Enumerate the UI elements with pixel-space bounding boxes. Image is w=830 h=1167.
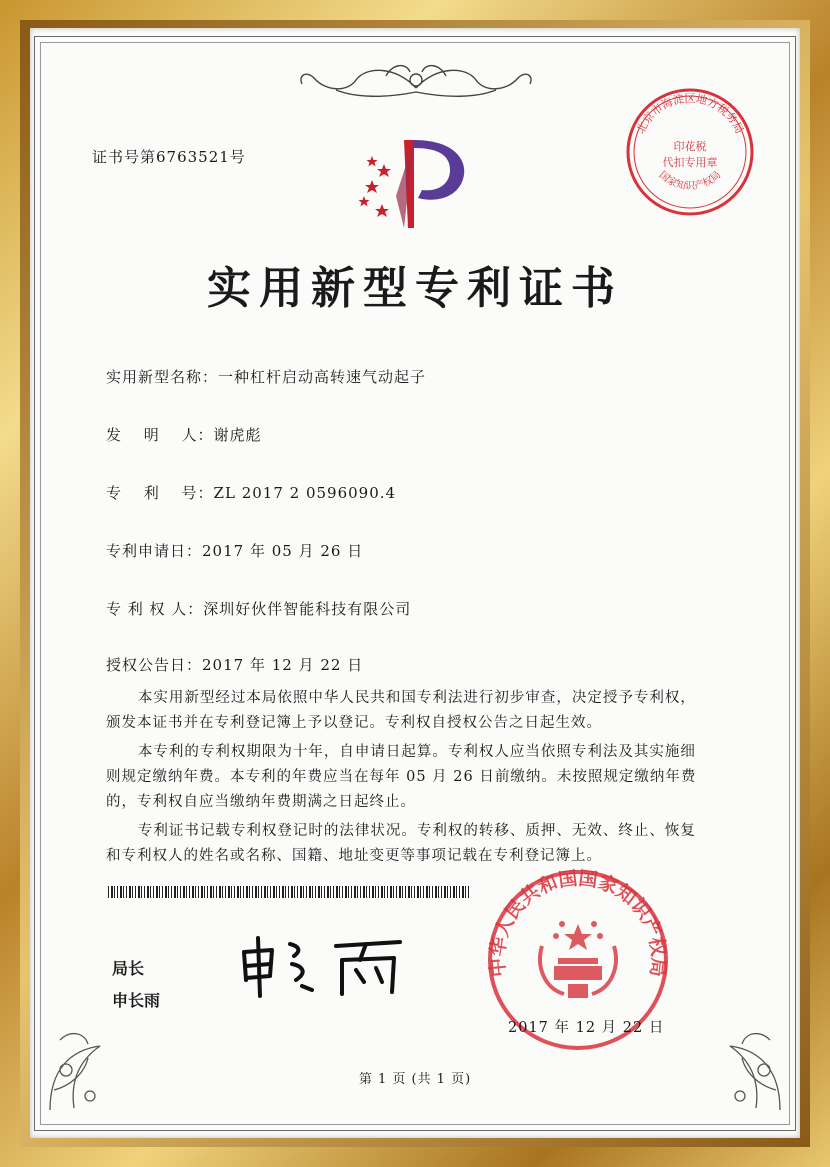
director-title: 局长 xyxy=(112,959,145,978)
certificate-title: 实用新型专利证书 xyxy=(207,263,623,314)
handwritten-signature-icon xyxy=(232,930,412,1000)
body-paragraph-2: 本专利的专利权期限为十年，自申请日起算。专利权人应当依照专利法及其实施细则规定缴纳年费。本专利的年费应当在每年 05 月 26 日前缴纳。未按照规定缴纳年费的，专利权自应当缴纳年费期满之日起终止。 xyxy=(106,744,697,810)
body-paragraphs xyxy=(106,686,706,869)
tax-stamp-text-top: 北京市海淀区地方税务局 xyxy=(633,92,747,136)
tax-stamp-icon xyxy=(622,84,758,220)
body-paragraph-3: 专利证书记载专利权登记时的法律状况。专利权的转移、质押、无效、终止、恢复和专利权人的姓名或名称、国籍、地址变更等事项记载在专利登记簿上。 xyxy=(106,823,696,864)
utility-model-name: 实用新型名称：一种杠杆启动高转速气动起子 xyxy=(106,368,427,386)
barcode xyxy=(108,886,470,898)
body-paragraph-1: 本实用新型经过本局依照中华人民共和国专利法进行初步审查，决定授予专利权，颁发本证书并在专利登记簿上予以登记。专利权自授权公告之日起生效。 xyxy=(106,690,696,731)
top-ornament-icon xyxy=(296,58,536,102)
certificate-number: 证书号第6763521号 xyxy=(92,148,246,166)
seal-arc-text: 中华人民共和国国家知识产权局 xyxy=(486,867,670,978)
seal-date: 2017 年 12 月 22 日 xyxy=(508,1020,665,1036)
patentee: 专 利 权 人：深圳好伙伴智能科技有限公司 xyxy=(106,600,412,618)
director-name: 申长雨 xyxy=(112,991,161,1010)
page-number: 第 1 页 (共 1 页) xyxy=(358,1072,472,1087)
corner-ornament-bottom-right-icon xyxy=(700,1000,790,1120)
grant-date: 授权公告日：2017 年 12 月 22 日 xyxy=(106,656,364,674)
tax-stamp-text-bottom: 国家知识产权局 xyxy=(656,169,724,193)
corner-ornament-bottom-left-icon xyxy=(40,1000,130,1120)
cnipa-logo-icon xyxy=(348,136,478,232)
tax-stamp-text-mid2: 代扣专用章 xyxy=(662,156,718,169)
tax-stamp-text-mid1: 印花税 xyxy=(673,140,707,153)
filing-date: 专利申请日：2017 年 05 月 26 日 xyxy=(106,542,364,560)
inventor: 发 明 人：谢虎彪 xyxy=(106,426,262,444)
patent-number: 专 利 号：ZL 2017 2 0596090.4 xyxy=(106,484,397,502)
